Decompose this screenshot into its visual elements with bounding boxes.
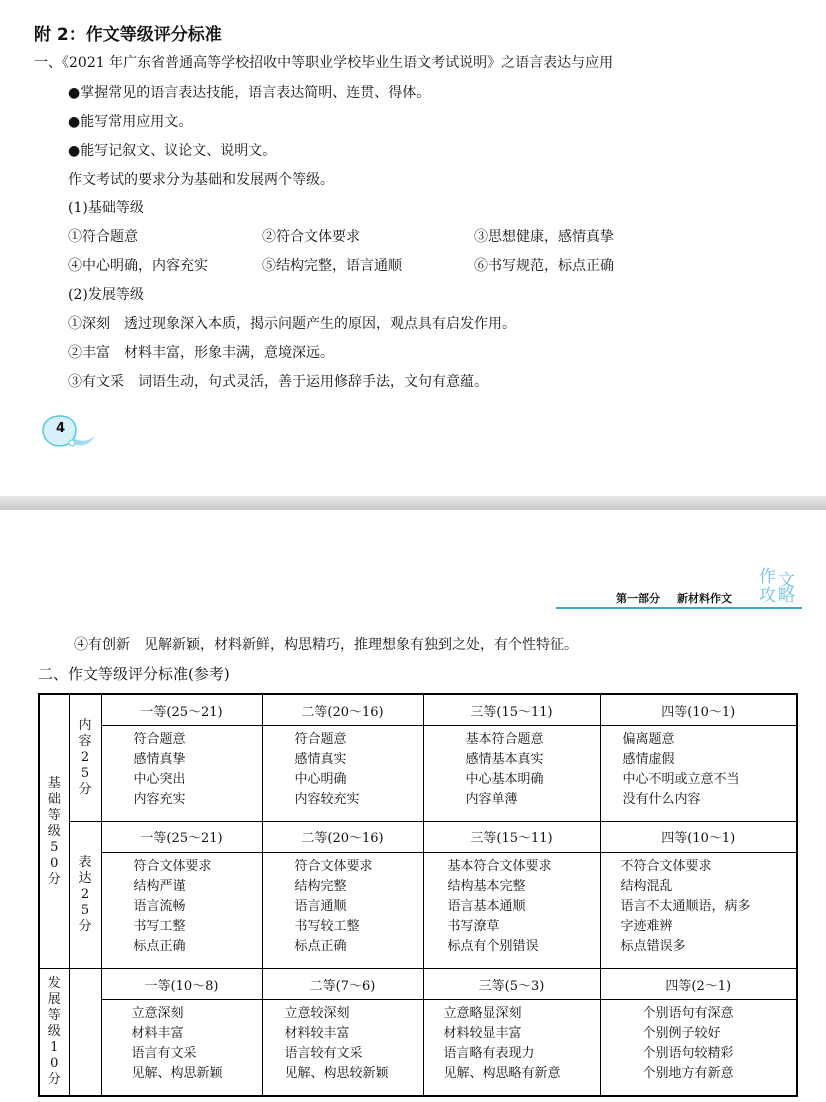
- table-row: [39, 726, 797, 822]
- page-divider: [0, 496, 826, 510]
- bullet-item: ●能写常用应用文。: [68, 114, 193, 130]
- table-cell: 偏离题意 感情虚假 中心不明或立意不当 没有什么内容: [600, 726, 797, 822]
- table-cell: 符合文体要求 结构完整 语言通顺 书写较工整 标点正确: [262, 852, 423, 969]
- basic-item: ③思想健康，感情真挚: [474, 229, 614, 245]
- table-cell: 基本符合题意 感情基本真实 中心基本明确 内容单薄: [423, 726, 600, 822]
- header-part: 第一部分: [616, 592, 660, 605]
- table-row: [39, 1000, 797, 1096]
- table-cell: 符合题意 感情真挚 中心突出 内容充实: [101, 726, 262, 822]
- page-number-badge: [40, 412, 98, 452]
- header-rule: [556, 607, 802, 609]
- intro-text: 作文考试的要求分为基础和发展两个等级。: [68, 172, 334, 188]
- table-cell: 立意较深刻 材料较丰富 语言较有文采 见解、构思较新颖: [262, 1000, 423, 1096]
- grading-table: [38, 693, 798, 1097]
- table-header: 一等(10～8): [101, 969, 262, 1000]
- table-header: 四等(2～1): [600, 969, 797, 1000]
- table-cell: 立意深刻 材料丰富 语言有文采 见解、构思新颖: [101, 1000, 262, 1096]
- basic-item: ④中心明确，内容充实: [68, 258, 208, 274]
- bullet-item: ●掌握常见的语言表达技能，语言表达简明、连贯、得体。: [68, 85, 431, 101]
- table-cell: 符合题意 感情真实 中心明确 内容较充实: [262, 726, 423, 822]
- expression-cell: 表达25分: [69, 821, 101, 969]
- dev-item: ②丰富 材料丰富，形象丰满，意境深远。: [68, 345, 334, 361]
- table-cell: 个别语句有深意 个别例子较好 个别语句较精彩 个别地方有新意: [600, 1000, 797, 1096]
- table-header: 二等(20～16): [262, 821, 423, 852]
- table-header: 一等(25～21): [101, 821, 262, 852]
- page-number: 4: [56, 421, 66, 436]
- appendix-title: 附 2：作文等级评分标准: [34, 25, 222, 45]
- table-cell: 不符合文体要求 结构混乱 语言不太通顺语，病多 字迹难辨 标点错误多: [600, 852, 797, 969]
- table-row: [39, 969, 797, 1000]
- dev-item: ①深刻 透过现象深入本质，揭示问题产生的原因，观点具有启发作用。: [68, 316, 516, 332]
- basic-item: ⑥书写规范，标点正确: [474, 258, 614, 274]
- section2-heading: 二、作文等级评分标准(参考): [38, 665, 230, 683]
- table-row: [39, 694, 797, 726]
- logo: 作 文 攻 略: [759, 567, 795, 606]
- basic-item: ⑤结构完整，语言通顺: [262, 258, 402, 274]
- table-header: 一等(25～21): [101, 694, 262, 726]
- basic-item: ②符合文体要求: [262, 229, 360, 245]
- table-header: 三等(15～11): [423, 821, 600, 852]
- basic-level-label: (1)基础等级: [68, 200, 144, 216]
- table-header: 四等(10～1): [600, 821, 797, 852]
- table-header: 三等(5～3): [423, 969, 600, 1000]
- table-row: [39, 821, 797, 852]
- bubble-icon: [40, 412, 98, 452]
- basic-level-cell: 基础等级50分: [39, 694, 69, 969]
- dev-item: ③有文采 词语生动，句式灵活，善于运用修辞手法，文句有意蕴。: [68, 374, 488, 390]
- continued-item: ④有创新 见解新颖，材料新鲜，构思精巧，推理想象有独到之处，有个性特征。: [74, 637, 578, 653]
- table-cell: 基本符合文体要求 结构基本完整 语言基本通顺 书写潦草 标点有个别错误: [423, 852, 600, 969]
- basic-item: ①符合题意: [68, 229, 138, 245]
- table-row: [39, 852, 797, 969]
- content-cell: 内容25分: [69, 694, 101, 821]
- table-cell: 符合文体要求 结构严谨 语言流畅 书写工整 标点正确: [101, 852, 262, 969]
- table-header: 二等(7～6): [262, 969, 423, 1000]
- table-header: 二等(20～16): [262, 694, 423, 726]
- table-cell: 立意略显深刻 材料较显丰富 语言略有表现力 见解、构思略有新意: [423, 1000, 600, 1096]
- dev-level-label: (2)发展等级: [68, 287, 144, 303]
- table-header: 四等(10～1): [600, 694, 797, 726]
- bullet-item: ●能写记叙文、议论文、说明文。: [68, 143, 277, 159]
- table-header: 三等(15～11): [423, 694, 600, 726]
- section1-heading: 一、《2021 年广东省普通高等学校招收中等职业学校毕业生语文考试说明》之语言表达与应用: [34, 55, 614, 71]
- empty-cell: [69, 969, 101, 1096]
- header-section: 新材料作文: [677, 592, 732, 605]
- dev-level-cell: 发展等级10分: [39, 969, 69, 1096]
